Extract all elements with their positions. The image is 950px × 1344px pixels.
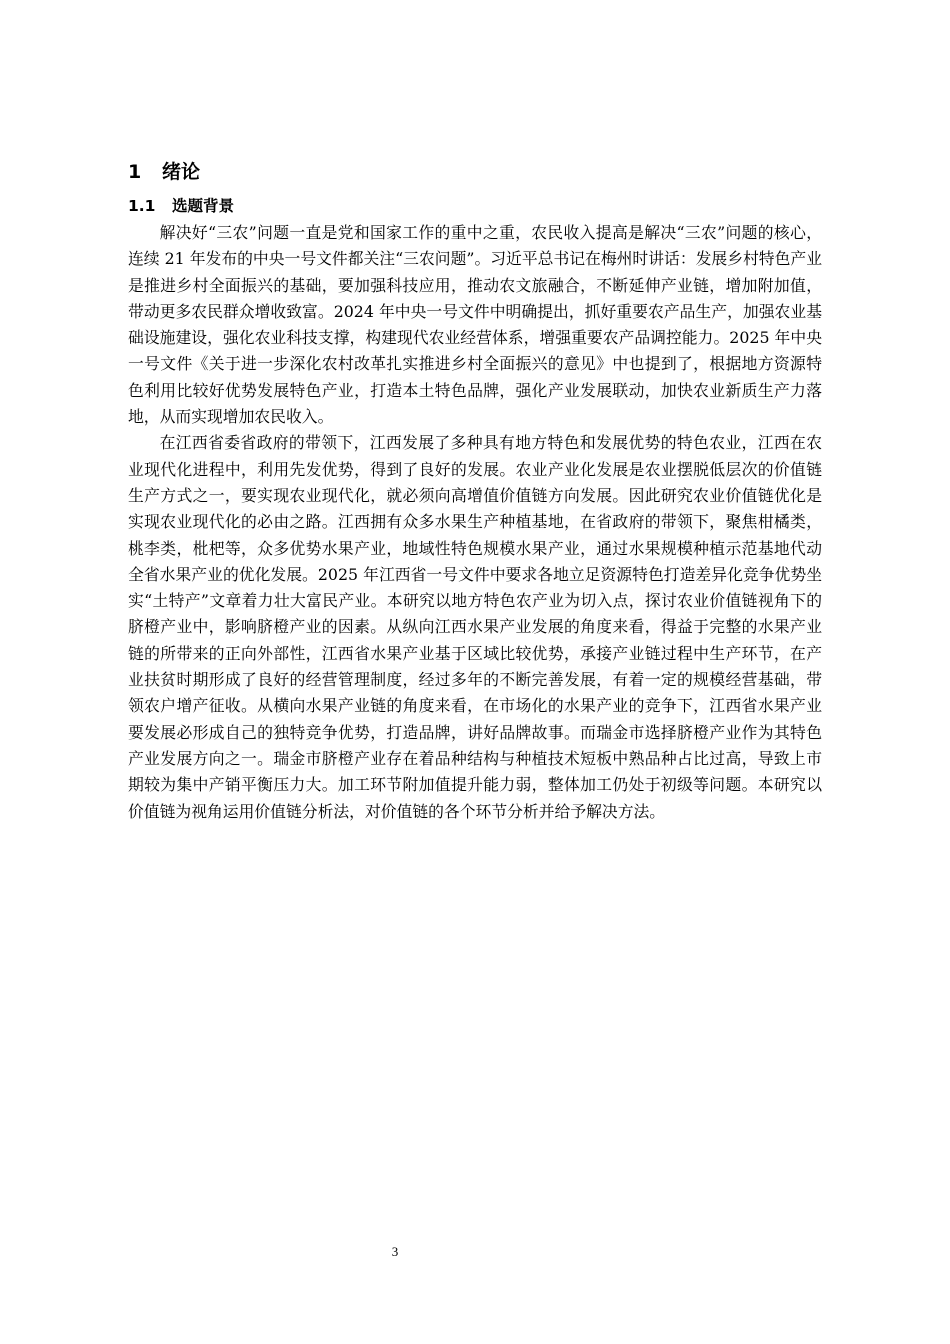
section-heading [128, 194, 822, 218]
body-paragraph-2: 在江西省委省政府的带领下，江西发展了多种具有地方特色和发展优势的特色农业，江西在农业现代化进程中，利用先发优势，得到了良好的发展。农业产业化发展是农业摆脱低层次的价值链生产方式之一，要实现农业现代化，就必须向高增值价值链方向发展。因此研究农业价值链优化是实现农业现代化的必由之路。江西拥有众多水果生产种植基地，在省政府的带领下，聚焦柑橘类，桃李类，枇杷等，众多优势水果产业，地域性特色规模水果产业，通过水果规模种植示范基地代动全省水果产业的优化发展。2025 年江西省一号文件中要求各地立足资源特色打造差异化竞争优势坐实“土特产”文章着力壮大富民产业。本研究以地方特色农产业为切入点，探讨农业价值链视角下的脐橙产业中，影响脐橙产业的因素。从纵向江西水果产业发展的角度来看，得益于完整的水果产业链的所带来的正向外部性，江西省水果产业基于区域比较优势，承接产业链过程中生产环节，在产业扶贫时期形成了良好的经营管理制度，经过多年的不断完善发展，有着一定的规模经营基础，带领农户增产征收。从横向水果产业链的角度来看，在市场化的水果产业的竞争下，江西省水果产业要发展必形成自己的独特竞争优势，打造品牌，讲好品牌故事。而瑞金市选择脐橙产业作为其特色产业发展方向之一。瑞金市脐橙产业存在着品种结构与种植技术短板中熟品种占比过高，导致上市期较为集中产销平衡压力大。加工环节附加值提升能力弱，整体加工仍处于初级等问题。本研究以价值链为视角运用价值链分析法，对价值链的各个环节分析并给予解决方法。 [128, 433, 822, 821]
chapter-title: 绪论 [162, 161, 201, 183]
chapter-heading [128, 158, 822, 186]
page-content [128, 158, 822, 825]
chapter-number: 1 [128, 161, 142, 183]
section-number: 1.1 [128, 197, 156, 215]
page-number: 3 [391, 1244, 399, 1259]
section-title: 选题背景 [172, 197, 235, 215]
body-paragraph-1: 解决好“三农”问题一直是党和国家工作的重中之重，农民收入提高是解决“三农”问题的核心，连续 21 年发布的中央一号文件都关注“三农问题”。习近平总书记在梅州时讲话：发展乡村特色产业是推进乡村全面振兴的基础，要加强科技应用，推动农文旅融合，不断延伸产业链，增加附加值，带动更多农民群众增收致富。2024 年中央一号文件中明确提出，抓好重要农产品生产，加强农业基础设施建设，强化农业科技支撑，构建现代农业经营体系，增强重要农产品调控能力。2025 年中央一号文件《关于进一步深化农村改革扎实推进乡村全面振兴的意见》中也提到了，根据地方资源特色利用比较好优势发展特色产业，打造本土特色品牌，强化产业发展联动，加快农业新质生产力落地，从而实现增加农民收入。 [128, 223, 822, 427]
